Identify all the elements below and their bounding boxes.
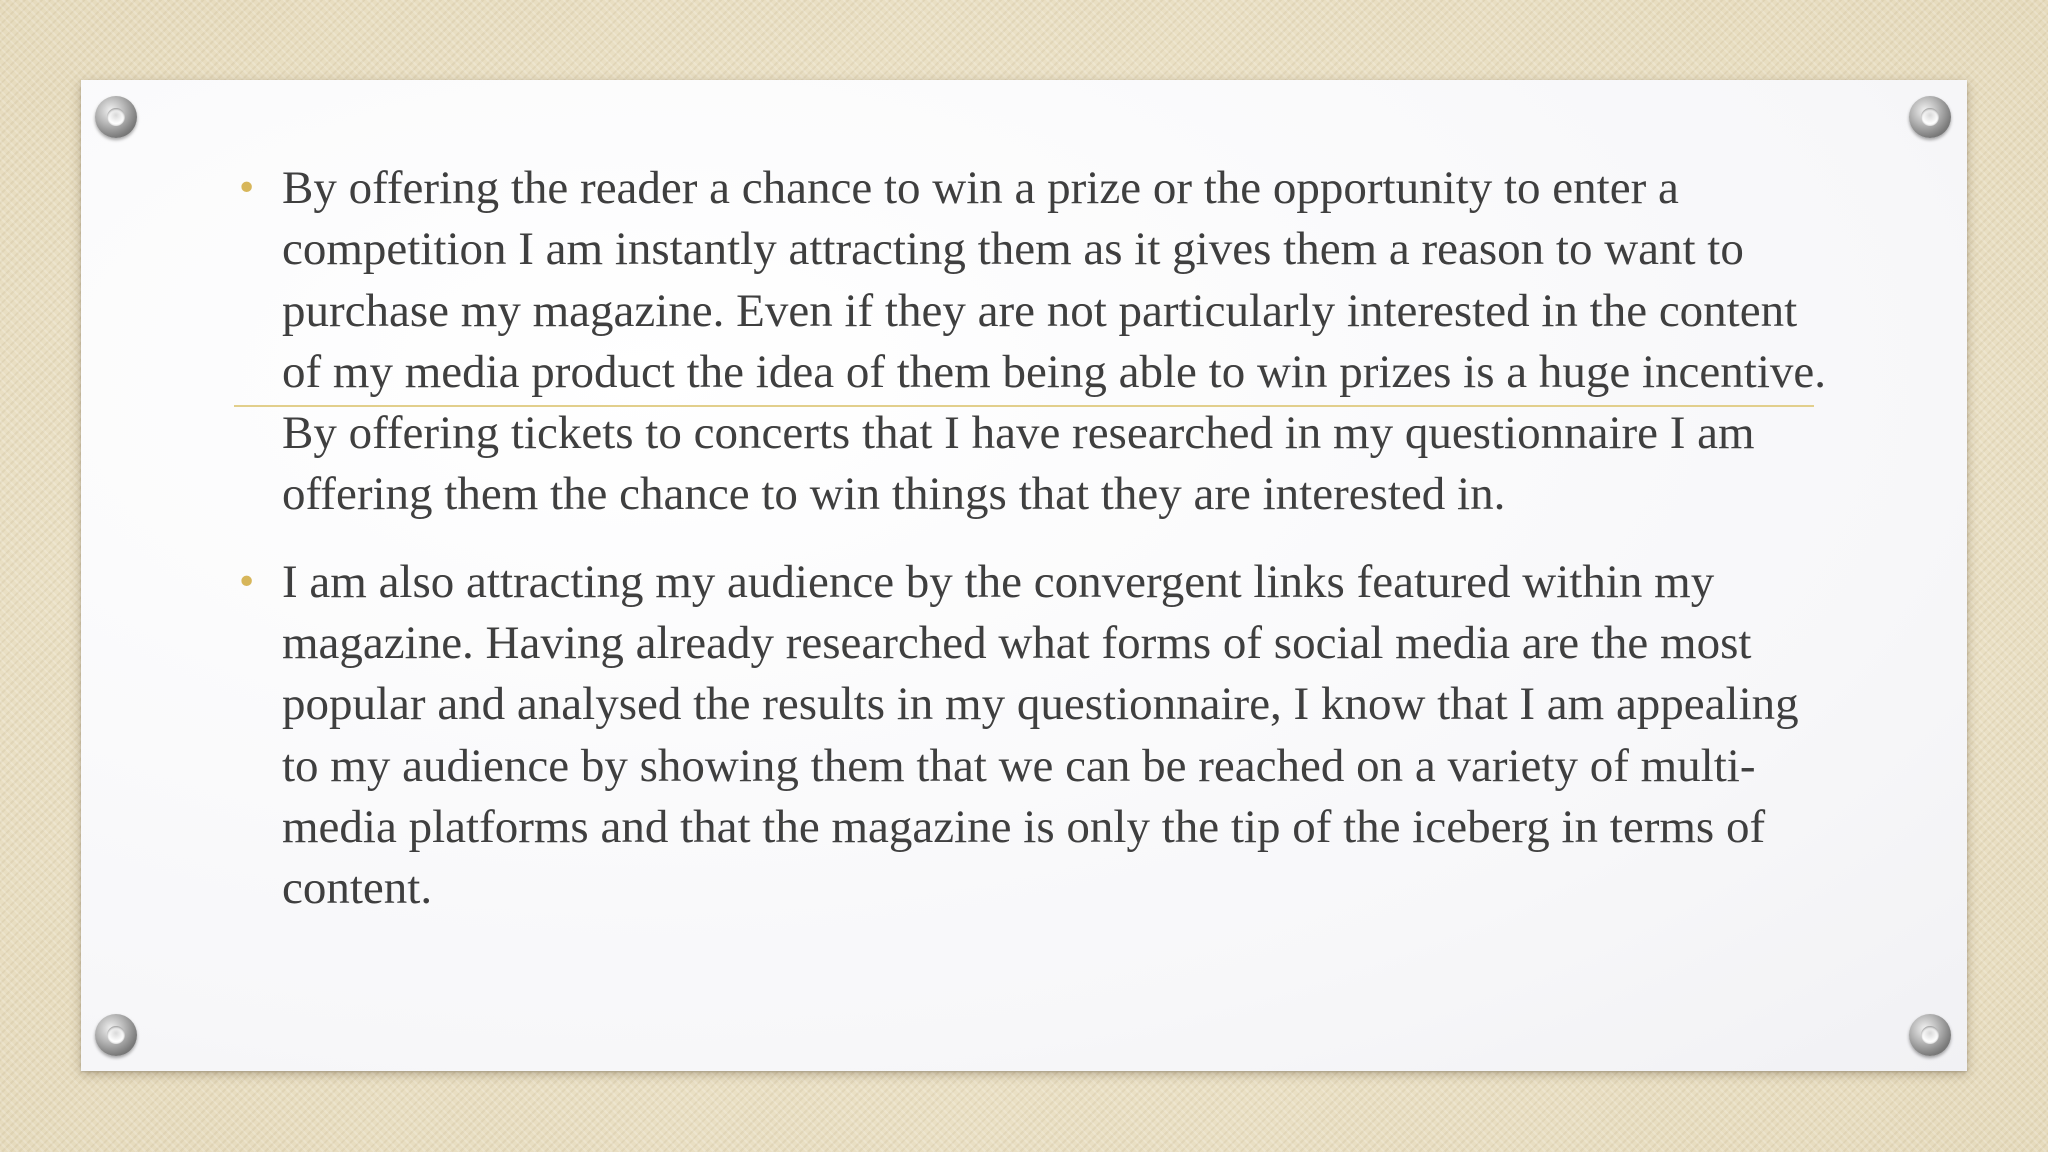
- bullet-list: [236, 158, 1826, 920]
- bullet-text: I am also attracting my audience by the convergent links featured within my magazine. Having already researched what forms of social media are the most popular and analysed the results in my questionnaire, I know that I am appealing to my audience by showing them that we can be reached on a variety of multi-media platforms and that the magazine is only the tip of the iceberg in terms of content.: [282, 555, 1799, 915]
- grommet-icon: [1909, 96, 1951, 138]
- bullet-text: By offering the reader a chance to win a prize or the opportunity to enter a competition I am instantly attracting them as it gives them a reason to want to purchase my magazine. Even if they are not particularly interested in the content of my media product the idea of them being able to win prizes is a huge incentive. By offering tickets to concerts that I have researched in my questionnaire I am offering them the chance to win things that they are interested in.: [282, 162, 1827, 521]
- grommet-icon: [95, 1014, 137, 1056]
- bullet-dot-icon: •: [236, 168, 258, 209]
- grommet-icon: [95, 96, 137, 138]
- bullet-dot-icon: •: [236, 561, 258, 603]
- grommet-icon: [1909, 1014, 1951, 1056]
- bullet-item: [236, 158, 1826, 526]
- bullet-item: [236, 552, 1826, 920]
